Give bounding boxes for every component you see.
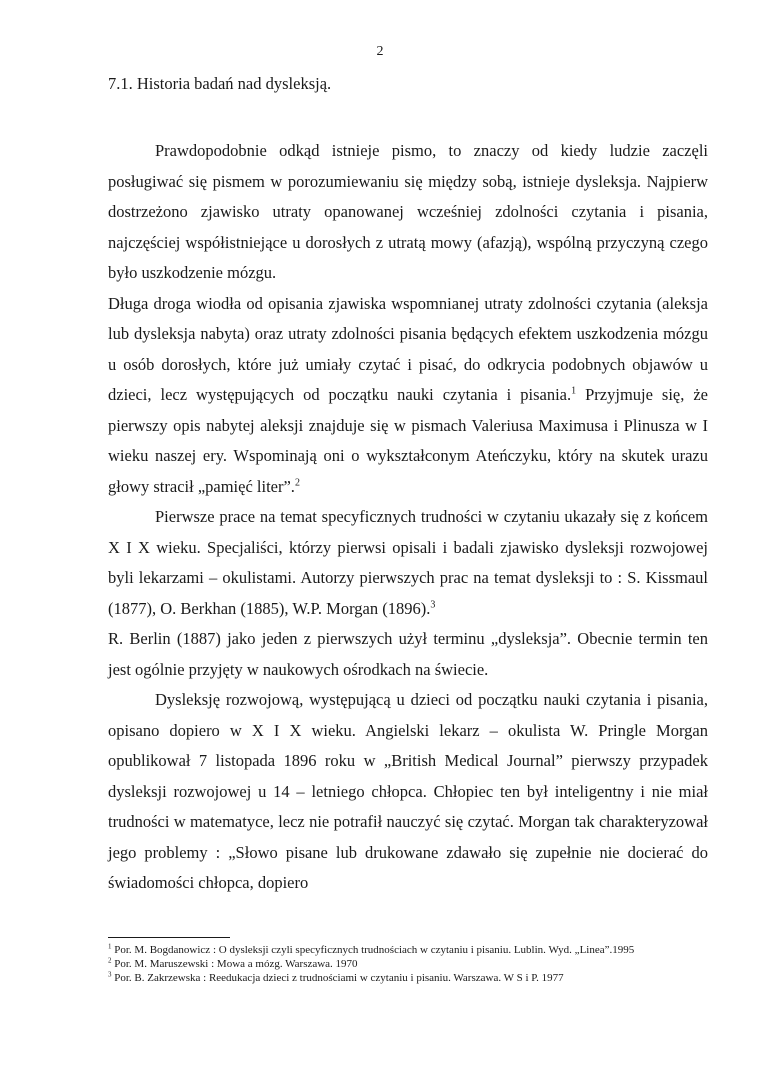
footnote [108,971,708,985]
section-heading: 7.1. Historia badań nad dysleksją. [108,74,332,93]
paragraph-text: Przyjmuje się, że pierwszy opis nabytej aleksji znajduje się w pismach Valeriusa Maximusa i Plinusza w I wieku naszej ery. Wspominają oni o wykształconym Ateńczyku, który na skutek urazu głowy stracił „pamięć liter”. [108,385,708,496]
footnote [108,943,708,957]
paragraph-text: Pierwsze prace na temat specyficznych trudności w czytaniu ukazały się z końcem X I X wieku. Specjaliści, którzy pierwsi opisali i badali zjawisko dysleksji rozwojowej byli lekarzami – okulistami. Autorzy pierwszych prac na temat dysleksji to : S. Kissmaul (1877), O. Berkhan (1885), W.P. Morgan (1896). [108,507,708,618]
footnote-text: Por. B. Zakrzewska : Reedukacja dzieci z trudnościami w czytaniu i pisaniu. Warszawa. W S i P. 1977 [114,972,564,984]
paragraph [108,289,708,503]
footnote-mark: 2 [108,956,112,965]
footnote-ref: 3 [430,599,436,610]
footnote-mark: 3 [108,970,112,979]
footnote-ref: 2 [294,477,300,488]
footnote-ref: 1 [571,385,577,397]
paragraph: Dysleksję rozwojową, występującą u dzieci od początku nauki czytania i pisania, opisano dopiero w X I X wieku. Angielski lekarz – okulista W. Pringle Morgan opublikował 7 listopada 1896 roku w „British Medical Journal” pierwszy przypadek dysleksji rozwojowej u 14 – letniego chłopca. Chłopiec ten był inteligentny i nie miał trudności w matematyce, lecz nie potrafił nauczyć się czytać. Morgan tak charakteryzował jego problemy : „Słowo pisane lub drukowane zdawało się zupełnie nie docierać do świadomości chłopca, dopiero [108,690,708,892]
footnote-text: Por. M. Maruszewski : Mowa a mózg. Warszawa. 1970 [114,958,358,970]
footnote-separator [108,937,230,938]
body-text [108,136,708,899]
paragraph-text: Długa droga wiodła od opisania zjawiska wspomnianej utraty zdolności czytania (aleksja lub dysleksja nabyta) oraz utraty zdolności pisania będących efektem uszkodzenia mózgu u osób dorosłych, które już umiały czytać i pisać, do odkrycia podobnych objawów u dzieci, lecz występujących od początku nauki czytania i pisania. [108,293,708,404]
paragraph: R. Berlin (1887) jako jeden z pierwszych użył terminu „dysleksja”. Obecnie termin ten jest ogólnie przyjęty w naukowych ośrodkach na świecie. [108,629,708,679]
paragraph [108,502,708,624]
footnote-mark: 1 [108,942,112,951]
page-number: 2 [376,44,384,59]
paragraph: Prawdopodobnie odkąd istnieje pismo, to znaczy od kiedy ludzie zaczęli posługiwać się pismem w porozumiewaniu się między sobą, istnieje dysleksja. Najpierw dostrzeżono zjawisko utraty opanowanej wcześniej zdolności czytania i pisania, najczęściej współistniejące u dorosłych z utratą mowy (afazją), wspólną przyczyną czego było uszkodzenie mózgu. [108,141,708,282]
footnotes [108,943,708,985]
footnote-text: Por. M. Bogdanowicz : O dysleksji czyli specyficznych trudnościach w czytaniu i pisaniu. Lublin. Wyd. „Linea”.1995 [114,944,635,956]
footnote [108,957,708,971]
